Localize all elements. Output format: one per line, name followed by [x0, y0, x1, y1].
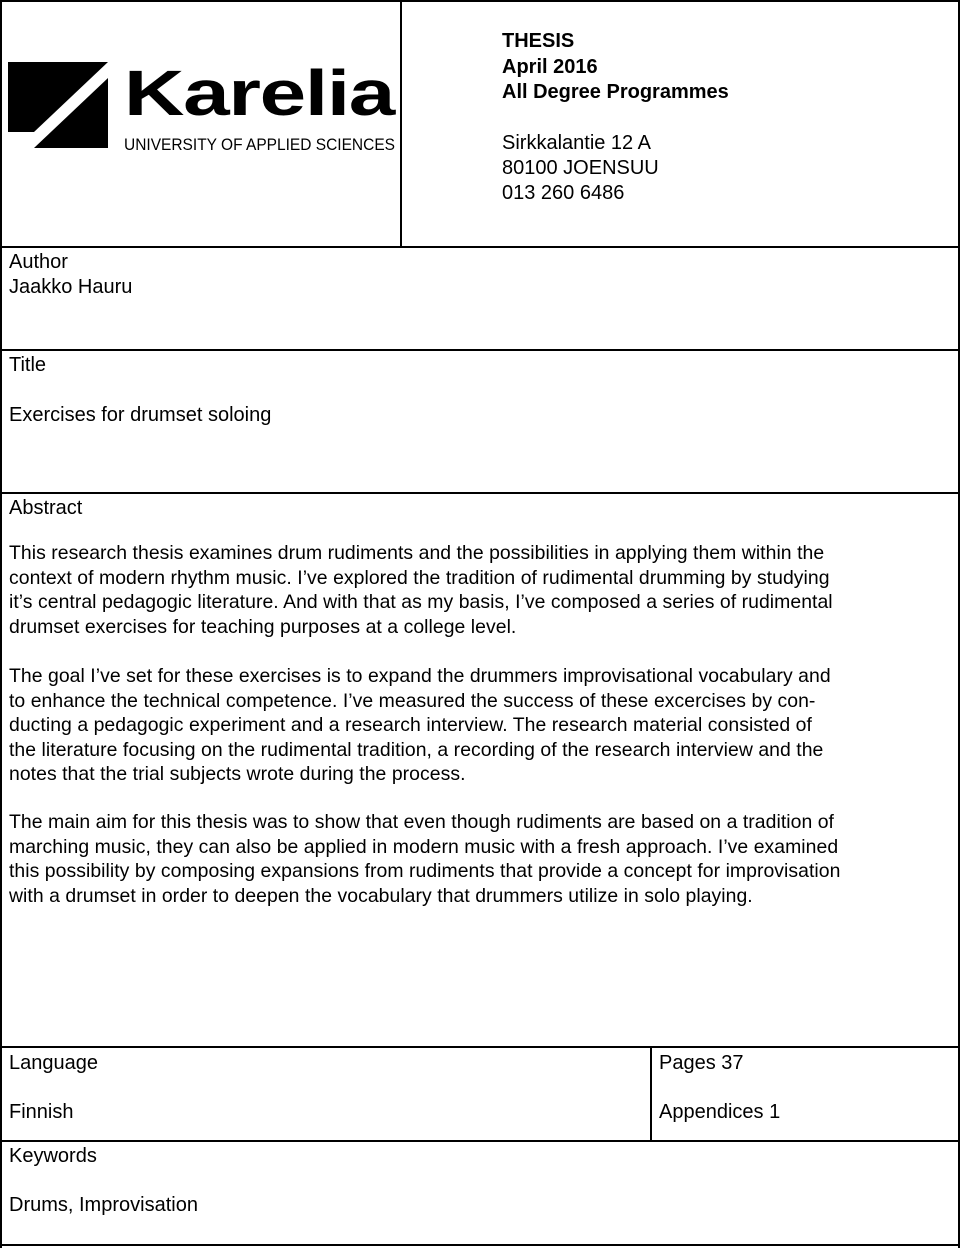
- abstract-line: with a drumset in order to deepen the vocabulary that drummers utilize in solo playing.: [9, 884, 753, 907]
- phone-number: 013 260 6486: [502, 182, 625, 204]
- abstract-line: to enhance the technical competence. I’ve measured the success of these excercises by con-: [9, 689, 816, 712]
- frame-left-line: [0, 0, 2, 1248]
- abstract-line: it’s central pedagogic literature. And with that as my basis, I’ve composed a series of rudimental: [9, 591, 833, 614]
- abstract-line: This research thesis examines drum rudiments and the possibilities in applying them within the: [9, 542, 825, 564]
- logo-subtitle: UNIVERSITY OF APPLIED SCIENCES: [124, 135, 395, 154]
- abstract-line: notes that the trial subjects wrote during the process.: [9, 763, 466, 786]
- language-pages-divider: [650, 1046, 652, 1142]
- appendices-count: Appendices 1: [659, 1101, 781, 1123]
- author-label: Author: [9, 251, 68, 273]
- abstract-line: drumset exercises for teaching purposes at a college level.: [9, 615, 517, 638]
- address-city: 80100 JOENSUU: [502, 157, 659, 179]
- title-bottom-line: [0, 492, 960, 494]
- abstract-paragraph-2: [9, 664, 945, 787]
- abstract-line: this possibility by composing expansions from rudiments that provide a concept for improvisation: [9, 860, 841, 883]
- language-value: Finnish: [9, 1101, 74, 1123]
- author-bottom-line: [0, 349, 960, 351]
- pages-count: Pages 37: [659, 1052, 744, 1074]
- abstract-bottom-line: [0, 1046, 960, 1048]
- author-name: Jaakko Hauru: [9, 276, 133, 298]
- thesis-title: Exercises for drumset soloing: [9, 404, 272, 426]
- karelia-logo-mark: [0, 52, 400, 162]
- abstract-line: the literature focusing on the rudimental tradition, a recording of the research interview and the: [9, 738, 824, 761]
- abstract-paragraph-3: [9, 810, 945, 908]
- title-label: Title: [9, 354, 47, 376]
- header-divider-line: [400, 0, 402, 248]
- thesis-date: April 2016: [502, 56, 598, 78]
- header-bottom-line: [0, 246, 960, 248]
- keywords-label: Keywords: [9, 1145, 97, 1167]
- language-bottom-line: [0, 1140, 960, 1142]
- frame-top-line: [0, 0, 960, 2]
- address-street: Sirkkalantie 12 A: [502, 132, 651, 154]
- abstract-line: The goal I’ve set for these exercises is to expand the drummers improvisational vocabulary and: [9, 665, 831, 687]
- abstract-paragraph-1: [9, 541, 945, 639]
- abstract-line: context of modern rhythm music. I’ve explored the tradition of rudimental drumming by studying: [9, 566, 830, 589]
- degree-programme: All Degree Programmes: [502, 81, 729, 103]
- abstract-line: The main aim for this thesis was to show that even though rudiments are based on a tradition of: [9, 811, 834, 833]
- abstract-line: ducting a pedagogic experiment and a research interview. The research material consisted of: [9, 714, 812, 737]
- language-label: Language: [9, 1052, 98, 1074]
- doc-type: THESIS: [502, 30, 575, 52]
- abstract-label: Abstract: [9, 497, 83, 519]
- frame-bottom-line: [0, 1244, 960, 1246]
- karelia-logo: [0, 52, 400, 162]
- abstract-line: marching music, they can also be applied in modern music with a fresh approach. I’ve examined: [9, 835, 839, 858]
- logo-wordmark: Karelia: [124, 57, 396, 129]
- keywords-value: Drums, Improvisation: [9, 1194, 198, 1216]
